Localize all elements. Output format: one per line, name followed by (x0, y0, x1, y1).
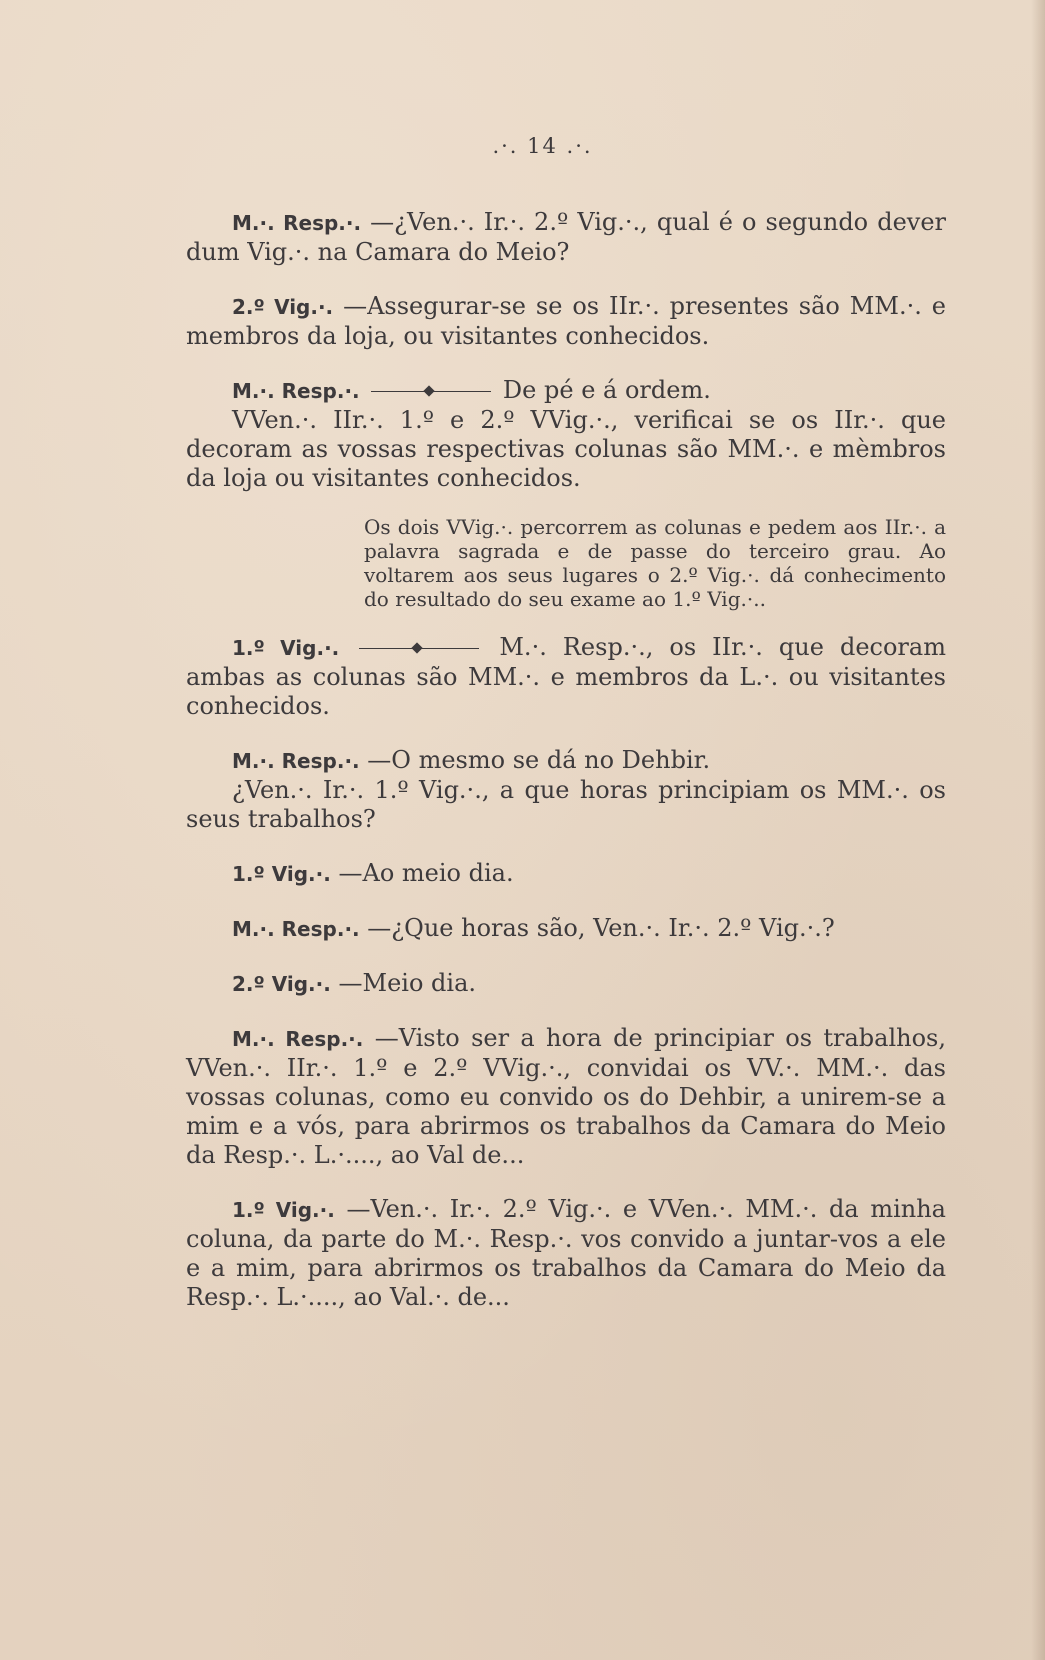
dialogue-paragraph (186, 633, 946, 721)
dialogue-paragraph (186, 969, 946, 999)
dialogue-text: —¿Que horas são, Ven.·. Ir.·. 2.º Vig.·.? (367, 914, 835, 942)
speaker-label: 2.º Vig.·. (232, 295, 334, 319)
speaker-label: M.·. Resp.·. (232, 917, 360, 941)
dialogue-paragraph (186, 1024, 946, 1170)
speaker-label: 1.º Vig.·. (232, 1198, 335, 1222)
page-body (186, 208, 946, 1312)
dialogue-text: —Visto ser a hora de principiar os trabalhos, VVen.·. IIr.·. 1.º e 2.º VVig.·., convidai os VV.·. MM.·. das vossas colunas, como eu convido os do Dehbir, a unirem-se a mim e a vós, para abrirmos os trabalhos da Camara do Meio da Resp.·. L.·...., ao Val de... (186, 1024, 946, 1169)
speaker-label: M.·. Resp.·. (232, 749, 360, 773)
diamond-rule-icon (371, 385, 491, 399)
dialogue-text-continued: ¿Ven.·. Ir.·. 1.º Vig.·., a que horas principiam os MM.·. os seus trabalhos? (186, 776, 946, 833)
dialogue-paragraph (186, 376, 946, 493)
diamond-rule-icon (359, 642, 479, 656)
dialogue-text: M.·. Resp.·., os IIr.·. que decoram ambas as colunas são MM.·. e membros da L.·. ou visitantes conhecidos. (186, 633, 946, 720)
dialogue-paragraph (186, 292, 946, 351)
page-edge-shadow (1031, 0, 1045, 1660)
speaker-label: 2.º Vig.·. (232, 972, 331, 996)
dialogue-text-continued: VVen.·. IIr.·. 1.º e 2.º VVig.·., verificai se os IIr.·. que decoram as vossas respectivas colunas são MM.·. e mèmbros da loja ou visitantes conhecidos. (186, 406, 946, 492)
speaker-label: 1.º Vig.·. (232, 862, 331, 886)
dialogue-text: —¿Ven.·. Ir.·. 2.º Vig.·., qual é o segundo dever dum Vig.·. na Camara do Meio? (186, 208, 947, 266)
dialogue-paragraph (186, 914, 946, 944)
dialogue-paragraph (186, 208, 946, 267)
speaker-label: M.·. Resp.·. (232, 211, 362, 235)
speaker-label: M.·. Resp.·. (232, 379, 360, 403)
page-number: .·. 14 .·. (492, 134, 593, 158)
stage-direction: Os dois VVig.·. percorrem as colunas e pedem aos IIr.·. a palavra sagrada e de passe do terceiro grau. Ao voltarem aos seus lugares o 2.º Vig.·. dá conhecimento do resultado do seu exame ao 1.º Vig.·.. (364, 515, 946, 611)
dialogue-text: De pé e á ordem. (502, 376, 711, 404)
dialogue-text: —O mesmo se dá no Dehbir. (367, 746, 711, 774)
dialogue-text: —Meio dia. (338, 969, 477, 997)
speaker-label: M.·. Resp.·. (232, 1027, 364, 1051)
dialogue-paragraph (186, 859, 946, 889)
dialogue-text: —Assegurar-se se os IIr.·. presentes são MM.·. e membros da loja, ou visitantes conhecidos. (186, 292, 946, 350)
dialogue-text: —Ven.·. Ir.·. 2.º Vig.·. e VVen.·. MM.·. da minha coluna, da parte do M.·. Resp.·. vos convido a juntar-vos a ele e a mim, para abrirmos os trabalhos da Camara do Meio da Resp.·. L.·...., ao Val.·. de... (186, 1195, 946, 1311)
dialogue-paragraph (186, 1195, 946, 1312)
dialogue-paragraph (186, 746, 946, 834)
dialogue-text: —Ao meio dia. (338, 859, 514, 887)
speaker-label: 1.º Vig.·. (232, 636, 340, 660)
